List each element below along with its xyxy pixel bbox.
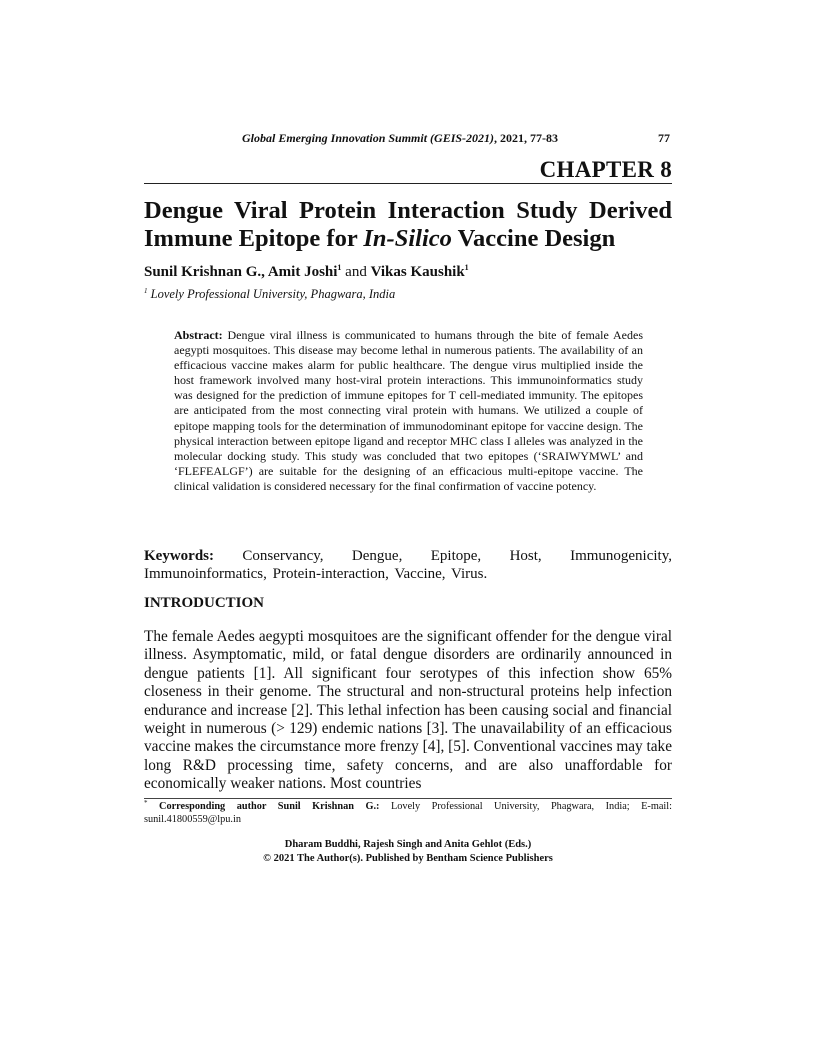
title-italic: In-Silico (363, 225, 452, 252)
abstract-text: Dengue viral illness is communicated to humans through the bite of female Aedes aegypti mosquitoes. This disease may become lethal in numerous patients. The availability of an efficacious vaccine makes alarm for public healthcare. The dengue virus multiplied inside the host framework involved many host-viral protein interactions. This immunoinformatics study was designed for the prediction of immune epitopes for T cell-mediated immunity. The epitopes are anticipated from the most connecting viral protein with humans. We utilized a couple of epitope mapping tools for the determination of immunodominant epitope for vaccine design. The physical interaction between epitope ligand and receptor MHC class I alleles was analyzed in the molecular docking study. This study was concluded that two epitopes (‘SRAIWYMWL’ and ‘FLEFEALGF’) are suitable for the designing of an efficacious multi-epitope vaccine. The clinical validation is considered necessary for the final confirmation of vaccine potency. (174, 328, 644, 493)
author-conjunction: and (341, 264, 371, 280)
chapter-divider (144, 183, 672, 184)
keywords-text: Conservancy, Dengue, Epitope, Host, Immunogenicity, Immunoinformatics, Protein-interaction, Vaccine, Virus. (144, 548, 672, 582)
paper-title (144, 197, 672, 253)
section-heading-introduction: INTRODUCTION (144, 595, 265, 611)
chapter-label: CHAPTER 8 (539, 157, 672, 182)
copyright-line: © 2021 The Author(s). Published by Bentham Science Publishers (263, 853, 553, 864)
author-1: Sunil Krishnan G., (144, 264, 265, 280)
journal-citation (242, 131, 558, 146)
abstract (174, 328, 643, 494)
keywords (144, 547, 672, 583)
author-3-affiliation-mark: 1 (464, 263, 469, 272)
abstract-label: Abstract: (174, 328, 223, 342)
author-3: Vikas Kaushik (370, 264, 465, 280)
footnote (144, 801, 672, 826)
keywords-label: Keywords: (144, 548, 214, 564)
affiliation (144, 287, 395, 302)
footnote-divider (144, 798, 672, 799)
affiliation-mark: 1 (144, 287, 148, 295)
author-2: Amit Joshi (267, 264, 338, 280)
author-list (144, 264, 469, 281)
author-2-affiliation-mark: 1 (337, 263, 342, 272)
introduction-paragraph: The female Aedes aegypti mosquitoes are the significant offender for the dengue viral illness. Asymptomatic, mild, or fatal dengue disorders are ordinarily announced in dengue patients [1]. All significant four serotypes of this infection show 65% closeness in their genome. The structural and non-structural proteins help infection endurance and increase [2]. This lethal infection has been causing social and financial weight in numerous (> 129) endemic nations [3]. The unavailability of an efficacious vaccine makes the circumstance more frenzy [4], [5]. Conventional vaccines may take long R&D processing time, safety concerns, and are also unaffordable for economically weaker nations. Most countries (144, 628, 672, 793)
footnote-label: Corresponding author Sunil Krishnan G.: (159, 801, 380, 812)
journal-pages: , 2021, 77-83 (494, 131, 559, 145)
footnote-text: Lovely Professional University, Phagwara, India; E-mail: sunil.41800559@lpu.in (144, 801, 673, 825)
editors-block (144, 838, 672, 866)
footnote-mark: * (144, 799, 148, 807)
title-part-2: Vaccine Design (451, 225, 616, 252)
editors-line: Dharam Buddhi, Rajesh Singh and Anita Gehlot (Eds.) (284, 839, 532, 850)
title-part-1: Dengue Viral Protein Interaction Study Derived Immune Epitope for (144, 197, 672, 252)
page-number: 77 (658, 131, 670, 145)
journal-name: Global Emerging Innovation Summit (GEIS-2021) (242, 131, 495, 145)
affiliation-text: Lovely Professional University, Phagwara, India (150, 287, 396, 301)
